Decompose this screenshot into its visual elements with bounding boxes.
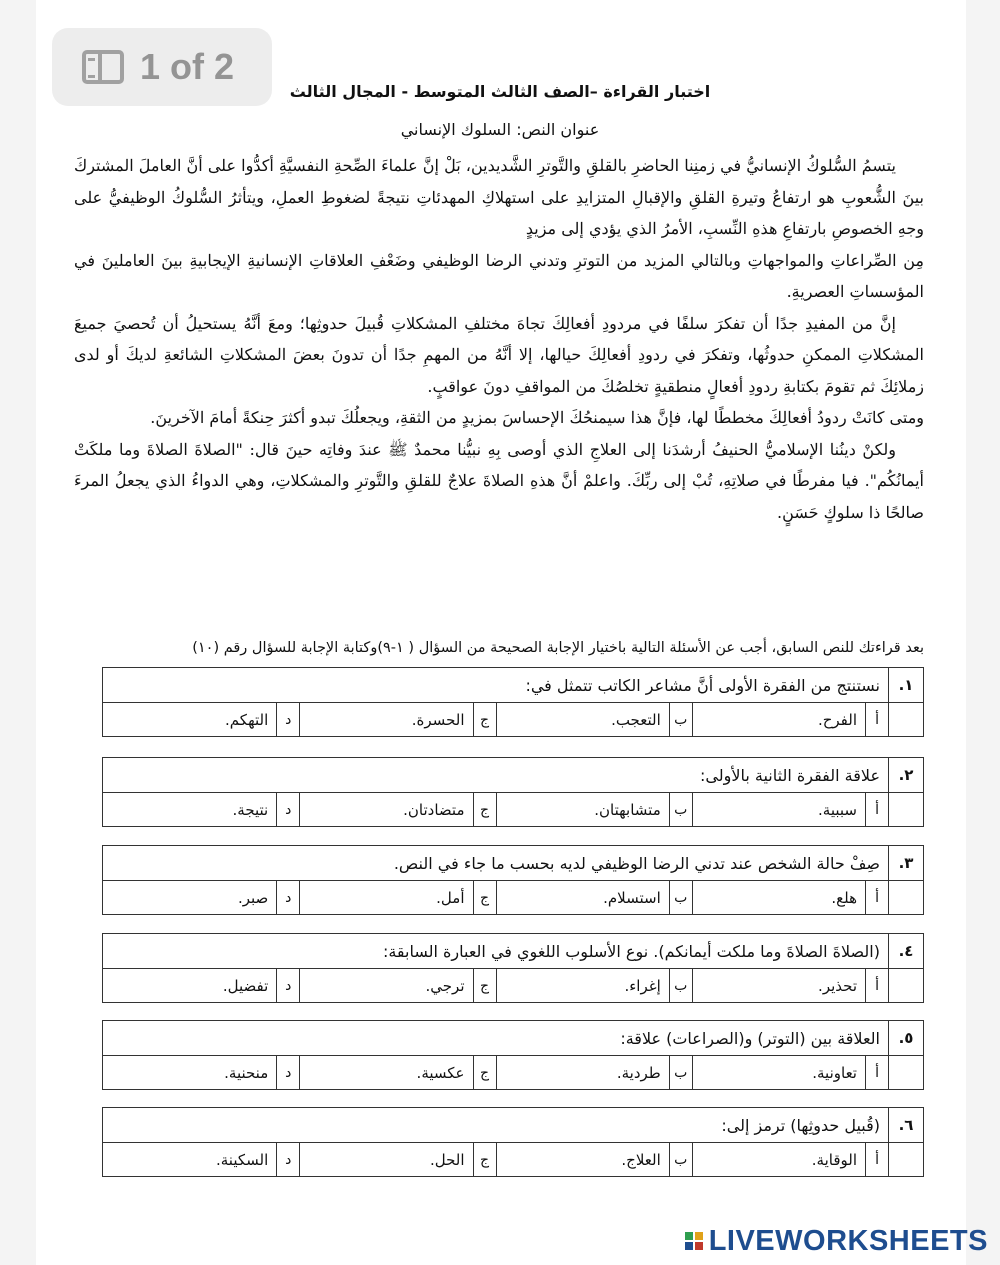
options-spacer	[888, 703, 923, 737]
option-letter: ج	[473, 793, 496, 827]
option-text: التهكم.	[225, 711, 269, 729]
book-icon	[82, 50, 124, 84]
answer-options	[103, 703, 923, 737]
option-letter: ج	[473, 881, 496, 915]
logo-mark-icon	[685, 1232, 703, 1250]
passage-paragraph: مِن الصِّراعاتِ والمواجهاتِ وبالتالي المزيد من التوترِ وتدني الرضا الوظيفي وضَعْفِ العلاقاتِ الإنسانيةِ الإيجابيةِ بينَ العاملينَ في المؤسساتِ العصريةِ.	[74, 250, 924, 301]
option-text: الحل.	[299, 1143, 472, 1177]
option-text: أمل.	[299, 881, 472, 915]
option-text: طردية.	[496, 1056, 669, 1090]
passage-paragraph: إنَّ من المفيدِ جدًا أن تفكرَ سلفًا في مردودِ أفعالِكَ تجاهَ مختلفِ المشكلاتِ قُبيلَ حدوثِها؛ ومعَ أنَّهُ يستحيلُ أن تُحصيَ جميعَ المشكلاتِ الممكنِ حدوثُها، وتفكرَ في ردودِ أفعالِكَ حيالها، إلا أنَّهُ من المهمِ جدًا أن تدونَ بعضَ المشكلاتِ الشائعةِ لديكَ أو لدى زملائِكَ ثم تقومَ بكتابةِ ردودِ أفعالٍ منطقيةٍ تخلصُكَ من المواقفِ دونَ عواقبٍ.	[74, 313, 924, 396]
answer-option[interactable]	[103, 969, 299, 1003]
question-text: علاقة الفقرة الثانية بالأولى:	[700, 765, 880, 785]
option-letter: د	[276, 881, 299, 915]
answer-option[interactable]	[299, 1143, 495, 1177]
option-text: هلع.	[692, 881, 865, 915]
answer-options	[103, 1143, 923, 1177]
answer-option[interactable]	[496, 703, 692, 737]
option-letter: ج	[473, 1056, 496, 1090]
option-letter: د	[276, 1056, 299, 1090]
question-number: ٣.	[888, 846, 923, 880]
logo-square	[695, 1232, 703, 1240]
question-block	[102, 1020, 924, 1090]
answer-options	[103, 881, 923, 915]
question-row	[103, 934, 923, 969]
option-letter: أ	[865, 793, 888, 827]
options-spacer	[888, 881, 923, 915]
option-letter: أ	[865, 1143, 888, 1177]
answer-option[interactable]	[299, 969, 495, 1003]
option-text: تحذير.	[692, 969, 865, 1003]
question-row	[103, 1108, 923, 1143]
option-letter: ب	[669, 793, 692, 827]
passage-paragraph: ومتى كانَتْ ردودُ أفعالِكَ مخططًا لها، فإنَّ هذا سيمنحُكَ الإحساسَ بمزيدٍ من الثقةِ، ويجعلُكَ تبدو أكثرَ حِنكةً أمامَ الآخرينَ.	[150, 408, 924, 427]
option-letter: ب	[669, 1143, 692, 1177]
question-block	[102, 1107, 924, 1177]
option-letter: د	[276, 969, 299, 1003]
reading-passage	[74, 150, 924, 528]
option-text: متشابهتان.	[496, 793, 669, 827]
answer-option[interactable]	[692, 1056, 888, 1090]
option-letter: ب	[669, 969, 692, 1003]
question-row	[103, 846, 923, 881]
option-text: سببية.	[692, 793, 865, 827]
answer-option[interactable]	[692, 1143, 888, 1177]
option-text: عكسية.	[299, 1056, 472, 1090]
option-letter: ج	[473, 703, 496, 737]
option-text: تفضيل.	[222, 977, 269, 995]
answer-option[interactable]	[103, 703, 299, 737]
answer-option[interactable]	[496, 1056, 692, 1090]
option-letter: د	[276, 793, 299, 827]
answer-option[interactable]	[496, 881, 692, 915]
question-text: العلاقة بين (التوتر) و(الصراعات) علاقة:	[620, 1028, 880, 1048]
logo-square	[695, 1242, 703, 1250]
option-text: منحنية.	[224, 1064, 269, 1082]
option-letter: ب	[669, 881, 692, 915]
answer-options	[103, 1056, 923, 1090]
answer-option[interactable]	[103, 793, 299, 827]
logo-square	[685, 1242, 693, 1250]
question-number: ٤.	[888, 934, 923, 968]
logo-text: LIVEWORKSHEETS	[708, 1224, 988, 1257]
page-indicator-label: 1 of 2	[140, 46, 235, 87]
question-number: ١.	[888, 668, 923, 702]
answer-option[interactable]	[103, 1056, 299, 1090]
options-spacer	[888, 793, 923, 827]
answer-option[interactable]	[496, 793, 692, 827]
answer-option[interactable]	[692, 793, 888, 827]
options-spacer	[888, 1056, 923, 1090]
question-text: نستنتج من الفقرة الأولى أنَّ مشاعر الكاتب تتمثل في:	[525, 675, 880, 695]
liveworksheets-logo[interactable]	[685, 1224, 988, 1258]
option-letter: ج	[473, 969, 496, 1003]
question-number: ٢.	[888, 758, 923, 792]
option-text: العلاج.	[496, 1143, 669, 1177]
text-title: عنوان النص: السلوك الإنساني	[400, 120, 600, 139]
page-title: اختبار القراءة –الصف الثالث المتوسط - المجال الثالث	[289, 82, 711, 101]
option-text: تعاونية.	[692, 1056, 865, 1090]
option-letter: أ	[865, 703, 888, 737]
option-text: متضادتان.	[299, 793, 472, 827]
instructions: بعد قراءتك للنص السابق، أجب عن الأسئلة التالية باختيار الإجابة الصحيحة من السؤال ( ١-٩)وكتابة الإجابة للسؤال رقم (١٠)	[192, 640, 924, 656]
option-letter: د	[276, 703, 299, 737]
question-block	[102, 845, 924, 915]
answer-options	[103, 793, 923, 827]
answer-option[interactable]	[299, 1056, 495, 1090]
passage-paragraph: يتسمُ السُّلوكُ الإنسانيُّ في زمنِنا الحاضرِ بالقلقِ والتَّوترِ الشَّديدين، بَلْ إنَّ علماءَ الصِّحةِ النفسيَّةِ أكدُّوا على أنَّ العاملَ المشتركَ بينَ الشُّعوبِ هو ارتفاعُ وتيرةِ القلقِ والإقبالِ المتزايدِ على استهلاكِ المهدئاتِ نتيجةً لضغوطِ العملِ، ويتأثرُ السُّلوكُ الوظيفيُّ على وجهِ الخصوصِ بارتفاعِ هذهِ النِّسبِ، الأمرُ الذي يؤدي إلى مزيدٍ	[74, 156, 925, 238]
answer-option[interactable]	[103, 1143, 299, 1177]
passage-paragraph: ولكنْ دينُنا الإسلاميُّ الحنيفُ أرشدَنا إلى العلاجِ الذي أوصى بِهِ نبيُّنا محمدٌ ﷺ عندَ وفاتِه حينَ قال: "الصلاةَ الصلاةَ وما ملكَتْ أيمانُكُم". فيا مفرطًا في صلاتِهِ، تُبْ إلى ربِّكَ. واعلمْ أنَّ هذهِ الصلاةَ علاجٌ للقلقِ والتَّوترِ والمشكلاتِ، وهي الدواءُ الذي يجعلُ المرءَ صالحًا ذا سلوكٍ حَسَنٍ.	[74, 439, 924, 522]
option-text: نتيجة.	[232, 801, 269, 819]
question-block	[102, 757, 924, 827]
option-letter: ب	[669, 703, 692, 737]
question-text: (الصلاةَ الصلاةَ وما ملكت أيمانكم). نوع الأسلوب اللغوي في العبارة السابقة:	[382, 941, 880, 961]
answer-option[interactable]	[692, 969, 888, 1003]
logo-square	[685, 1232, 693, 1240]
options-spacer	[888, 969, 923, 1003]
option-letter: ب	[669, 1056, 692, 1090]
answer-option[interactable]	[299, 703, 495, 737]
option-letter: أ	[865, 969, 888, 1003]
option-text: ترجي.	[299, 969, 472, 1003]
option-letter: أ	[865, 1056, 888, 1090]
option-text: التعجب.	[496, 703, 669, 737]
option-text: الوقاية.	[692, 1143, 865, 1177]
question-text: صِفْ حالة الشخص عند تدني الرضا الوظيفي لديه بحسب ما جاء في النص.	[393, 853, 880, 873]
option-text: إغراء.	[496, 969, 669, 1003]
option-letter: ج	[473, 1143, 496, 1177]
answer-option[interactable]	[496, 969, 692, 1003]
answer-option[interactable]	[299, 793, 495, 827]
answer-option[interactable]	[299, 881, 495, 915]
question-number: ٦.	[888, 1108, 923, 1142]
answer-option[interactable]	[496, 1143, 692, 1177]
question-block	[102, 933, 924, 1003]
question-text: (قُبيل حدوثِها) ترمز إلى:	[721, 1115, 880, 1135]
answer-options	[103, 969, 923, 1003]
question-row	[103, 668, 923, 703]
question-row	[103, 1021, 923, 1056]
option-text: صبر.	[237, 889, 269, 907]
option-text: الحسرة.	[299, 703, 472, 737]
option-text: السكينة.	[215, 1151, 269, 1169]
question-row	[103, 758, 923, 793]
option-letter: د	[276, 1143, 299, 1177]
answer-option[interactable]	[692, 881, 888, 915]
options-spacer	[888, 1143, 923, 1177]
option-text: الفرح.	[692, 703, 865, 737]
question-number: ٥.	[888, 1021, 923, 1055]
question-block	[102, 667, 924, 737]
option-letter: أ	[865, 881, 888, 915]
answer-option[interactable]	[692, 703, 888, 737]
option-text: استسلام.	[496, 881, 669, 915]
answer-option[interactable]	[103, 881, 299, 915]
